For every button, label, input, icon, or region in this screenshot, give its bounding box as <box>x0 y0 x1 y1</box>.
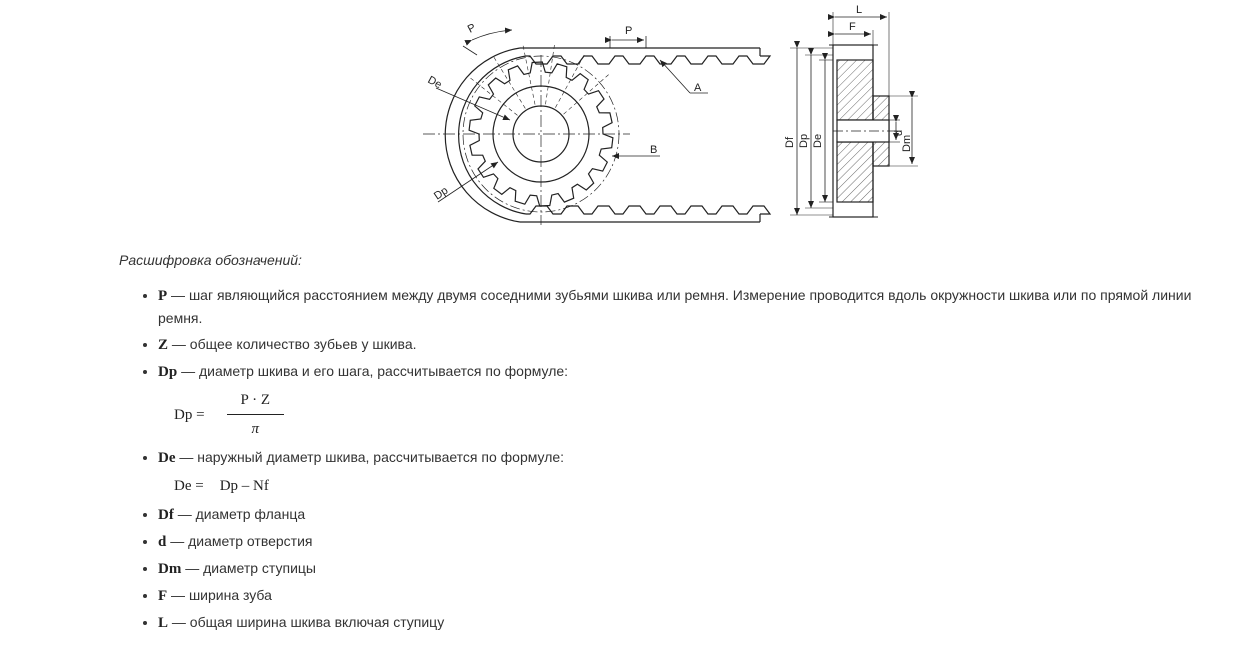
symbol: P <box>158 288 168 304</box>
numerator: P · Z <box>227 389 284 415</box>
section-upper <box>837 60 873 120</box>
label-pulley: B <box>650 144 658 156</box>
pulley-front-view <box>423 45 770 225</box>
legend-caption: Расшифровка обозначений: <box>119 252 302 268</box>
definition-p <box>158 284 1234 329</box>
definition-f <box>158 584 1234 607</box>
definition-dp <box>158 360 1234 440</box>
symbol: Df <box>158 507 174 523</box>
belt-leader <box>660 60 690 93</box>
definition-text: — диаметр отверстия <box>166 533 313 549</box>
definition-text: — общая ширина шкива включая ступицу <box>168 614 445 630</box>
symbol: Dm <box>158 561 182 577</box>
definition-text: — диаметр фланца <box>173 506 306 522</box>
radial-guide-line <box>545 45 554 104</box>
formula-lhs: Dp = <box>174 406 205 423</box>
label-pitch-top: P <box>625 25 633 37</box>
label-pitch-left: P <box>465 21 478 36</box>
fraction <box>227 389 284 440</box>
symbol: d <box>158 534 167 550</box>
formula-rhs: Dp – Nf <box>219 478 269 494</box>
definition-text: — шаг являющийся расстоянием между двумя соседними зубьями шкива или ремня. Измерение проводится вдоль окружности шкива или по прямой линии ремня. <box>158 287 1192 326</box>
symbol: Z <box>158 337 169 353</box>
label-outer-diameter-side: De <box>812 133 824 148</box>
pulley-bore-circle <box>513 106 569 162</box>
belt-bottom-run-teeth <box>526 206 770 214</box>
formula-dp <box>174 389 1234 440</box>
symbol: F <box>158 588 168 604</box>
label-length: L <box>856 4 863 16</box>
formula-lhs: De = <box>174 478 204 494</box>
definition-df <box>158 503 1234 526</box>
definition-de <box>158 446 1234 497</box>
denominator: π <box>251 421 260 437</box>
definition-text: — наружный диаметр шкива, рассчитывается по формуле: <box>175 449 565 465</box>
timing-pulley-diagram <box>0 0 1234 245</box>
symbol: Dp <box>158 364 178 380</box>
label-pitch-diameter-side: Dp <box>798 133 810 148</box>
definition-text: — общее количество зубьев у шкива. <box>168 336 417 352</box>
pulley-side-view <box>790 12 918 217</box>
label-outer-diameter: De <box>425 74 444 92</box>
formula-de <box>174 475 1234 497</box>
radial-guide-line <box>523 46 535 105</box>
definition-z <box>158 333 1234 356</box>
label-flange-diameter: Df <box>784 137 796 148</box>
definition-text: — диаметр шкива и его шага, рассчитывается по формуле: <box>177 363 569 379</box>
section-lower <box>837 142 873 202</box>
definition-d <box>158 530 1234 553</box>
definition-dm <box>158 557 1234 580</box>
definition-text: — диаметр ступицы <box>181 560 316 576</box>
pitch-arc-dim <box>472 30 512 40</box>
label-tooth-width: F <box>849 21 856 33</box>
label-pitch-diameter: Dp <box>431 184 451 203</box>
label-bore: d <box>893 129 905 136</box>
label-hub: Dm <box>901 134 913 152</box>
label-belt: A <box>694 82 702 94</box>
pitch-left-tick <box>463 46 477 55</box>
belt-top-run-teeth <box>526 56 770 64</box>
bore-outline <box>837 120 889 142</box>
symbol: De <box>158 450 176 466</box>
definition-l <box>158 611 1234 634</box>
symbol: L <box>158 615 169 631</box>
definition-text: — ширина зуба <box>167 587 272 603</box>
definitions-list <box>140 284 1234 638</box>
